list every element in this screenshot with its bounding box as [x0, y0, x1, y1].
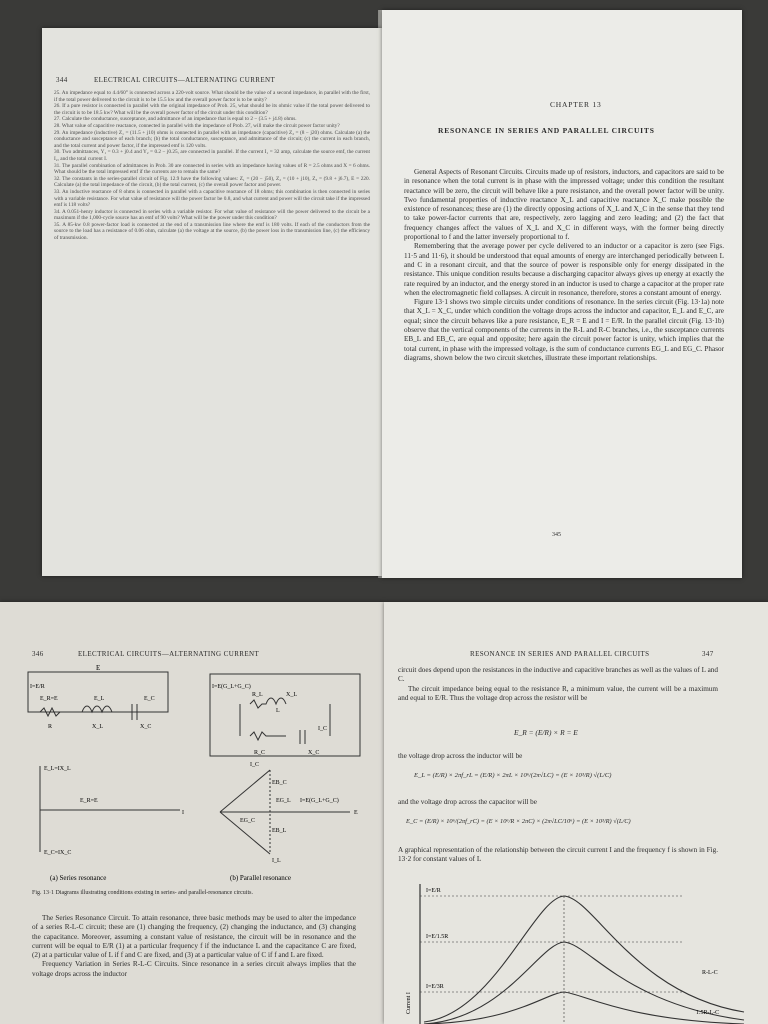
label-rl: R_L — [252, 692, 263, 698]
equation-er: E_R = (E/R) × R = E — [514, 728, 578, 737]
label-curve-rlc: R-L-C — [702, 970, 718, 976]
label-l: L — [276, 708, 280, 714]
paragraph-3: Figure 13·1 shows two simple circuits under conditions of resonance. In the series circuit (Fig. 13·1a) note that X_L = X_C, under which condition the voltage drops across the inductor and capacitor, E_L and E_C, are equal; since the circuit behaves like a pure resistance, E_R = E and I = E/R. In the parallel circuit (Fig. 13·1b) observe that the vertical components of the currents in the R-L and R-C branches, i.e., the susceptance currents EB_L and EB_C, are equal and opposite; here again the circuit power factor is unity, which implies that the total current, in phase with the impressed voltage, is the sum of conductance currents EG_L and EG_C. Phasor diagrams, shown below the two circuit sketches, illustrate these important relationships. — [404, 298, 724, 362]
problem-34: 34. A 0.051-henry inductor is connected in series with a variable resistor. For what value of resistance will the power delivered to the circuit be a maximum if the 1,000-cycle source has an emf of 90 volts? What will be the power under this condition? — [54, 208, 370, 222]
paragraph-continued: circuit does depend upon the resistances in the inductive and capacitive branches as well as the values of L and C. — [398, 666, 718, 684]
text-capacitor: and the voltage drop across the capacitor will be — [398, 798, 537, 806]
caption-series: (a) Series resonance — [50, 874, 107, 882]
label-ic: I_C — [318, 726, 327, 732]
problem-32: 32. The constants in the series-parallel circuit of Fig. 12.9 have the following values: Z₁ = (20 − j50), Z₂ = (10 + j10), Z₃ = (9.8 + j6.7), E = 220. Calculate (a) the total impedance of the circuit, (b) the total current, (c) the overall power factor and power. — [54, 175, 370, 189]
label-series-current: I=E/R — [30, 684, 45, 690]
page-347-intro — [398, 666, 718, 703]
page-347 — [384, 602, 768, 1024]
equation-el: E_L = (E/R) × 2πf_rL = (E/R) × 2πL × 10⁶/(2π√LC) = (E × 10³/R) √(L/C) — [414, 772, 612, 779]
page-345 — [382, 10, 742, 578]
label-el: E_L — [94, 696, 105, 702]
paragraph-graph: A graphical representation of the relationship between the circuit current I and the frequency f is shown in Fig. 13·2 for constant values of L — [398, 846, 718, 864]
label-xl-parallel: X_L — [286, 692, 297, 698]
page-346-body — [32, 914, 356, 979]
figure-13-1 — [0, 662, 384, 898]
problem-28: 28. What value of capacitive reactance, connected in parallel with the impedance of Prob. 27, will make the circuit power factor unity? — [54, 122, 340, 129]
problem-31: 31. The parallel combination of admittances in Prob. 30 are connected in series with an impedance having values of R = 2.5 ohms and X = 6 ohms. What should be the total impressed emf if the currents are to remain the same? — [54, 162, 370, 176]
page-344 — [42, 28, 382, 576]
label-ptotal: I=E(G_L+G_C) — [300, 798, 339, 804]
running-header: RESONANCE IN SERIES AND PARALLEL CIRCUITS — [470, 650, 650, 658]
chapter-number: CHAPTER 13 — [550, 100, 602, 109]
frequency-variation-paragraph: Frequency Variation in Series R-L-C Circuits. Since resonance in a series circuit always implies that the voltage drops across the inductor — [32, 960, 356, 978]
label-xc: X_C — [140, 724, 152, 730]
label-r: R — [48, 724, 53, 730]
problem-25: 25. An impedance equal to 4.4/60° is connected across a 220-volt source. What should be the value of a second impedance, in parallel with the first, if the total power delivered to the circuit is to be 15.5 kw and the overall power factor is to be unity? — [54, 90, 370, 103]
problem-35: 35. A 85-kw 0.8 power-factor load is connected at the end of a transmission line where the emf is 180 volts. If each of the conductors from the source to the load has a resistance of 0.06 ohm, calculate (a) the voltage at the source, (b) the power loss in the transmission line, (c) the efficiency of transmission. — [54, 221, 370, 242]
page-number: 347 — [702, 650, 714, 658]
problem-33: 33. An inductive reactance of 8 ohms is connected in parallel with a capacitive reactance of 18 ohms; this combination is then connected in series with a variable resistance. For what value of resistance will the power factor be 0.8, and what current and power will the circuit take if the impressed emf is 118 volts? — [54, 188, 370, 209]
chapter-body — [404, 168, 724, 363]
label-i-3r: I=E/3R — [426, 984, 444, 990]
label-ebl: EB_L — [272, 828, 287, 834]
figure-13-2 — [384, 874, 768, 1024]
problem-26: 26. If a pure resistor is connected in parallel with the original impedance of Prob. 25, what should be its ohmic value if the total power delivered to the circuit is to be 18.5 kw? What will be the overall power factor of the circuit under this condition? — [54, 103, 370, 116]
text-inductor: the voltage drop across the inductor will be — [398, 752, 523, 760]
page-number: 345 — [552, 532, 561, 538]
caption-parallel: (b) Parallel resonance — [230, 874, 292, 882]
label-y-axis: Current I — [406, 992, 412, 1014]
label-phasor-er: E_R=E — [80, 798, 98, 804]
series-resonance-paragraph: The Series Resonance Circuit. To attain resonance, three basic methods may be used to alter the impedance of a series R-L-C circuit; these are (1) changing the frequency, (2) changing the inductance, and (3) changing the capacitance. Moreover, assuming a constant value of resistance, the circuit will be in resonance and the current will be equal to E/R (1) at a particular frequency f if the inductance L and the capacitance C are fixed, (2) at a particular value of L if f and C are fixed, and (3) at a particular value of C if f and L are fixed. — [32, 914, 356, 960]
equation-ec: E_C = (E/R) × 10⁶/(2πf_rC) = (E × 10⁶/R × 2πC) × (2π√LC/10⁶) = (E × 10³/R) √(L/C) — [406, 818, 631, 825]
figure-caption: Fig. 13·1 Diagrams illustrating conditions existing in series- and parallel-resonance circuits. — [32, 890, 253, 896]
problem-27: 27. Calculate the conductance, susceptance, and admittance of an impedance that is equal to 2 − (3.5 + j4.8) ohms. — [54, 116, 297, 123]
label-phasor-el: E_L=IX_L — [44, 766, 71, 772]
label-curve-1-5rlc: 1.5R-L-C — [696, 1010, 720, 1016]
label-phasor-il: I_L — [272, 858, 281, 864]
page-number: 346 — [32, 650, 44, 658]
paragraph-1: General Aspects of Resonant Circuits. Circuits made up of resistors, inductors, and capacitors are said to be in resonance when the total current is in phase with the impressed voltage; under this condition the resultant reactance will be zero, the circuit will behave like a pure resistance, and the overall power factor will be unity. Two fundamental properties of inductive reactance X_L and capacitive reactance X_C make possible the existence of resonances; these are (1) the directly opposing actions of X_L and X_C in the sense that they tend to take power-factor currents that are, respectively, zero lagging and zero leading; and (2) the fact that frequency changes affect the values of X_L and X_C in different ways, with the former being directly proportional to f and the latter inversely proportional to f. — [404, 168, 724, 242]
label-parallel-current: I=E(G_L+G_C) — [212, 684, 251, 690]
problem-30: 30. Two admittances, Y₁ = 0.3 + j0.4 and Y₂ = 0.2 − j0.25, are connected in parallel. If the current I₁ = 32 amp, calculate the source emf, the current I₂, and the total current I. — [54, 149, 370, 162]
label-rc: R_C — [254, 750, 266, 756]
paragraph-2: Remembering that the average power per cycle delivered to an inductor or a capacitor is zero (see Figs. 11·5 and 11·6), it should be understood that equal amounts of energy are interchanged periodically between L and C in a resonant circuit, and that the source of power is responsible only for energy dissipated in the resistance. This unique condition results because a discharging capacitor always gives up energy at exactly the rate required by an inductor, and the energy stored in an inductor is used to charge a capacitor at the proper rate when the electromagnetic field collapses. A circuit in resonance, therefore, stores a constant amount of energy. — [404, 242, 724, 297]
label-source: E — [96, 664, 101, 672]
page-346 — [0, 602, 384, 1024]
problem-29: 29. An impedance (inductive) Z₁ = (11.5 + j10) ohms is connected in parallel with an impedance (capacitive) Z₂ = (8 − j20) ohms. Calculate (a) the conductance and susceptance of each branch; (b) the total conductance, susceptance, and admittance of the circuit; (c) the current in each branch, and the total current and power factor, if the impressed emf is 120 volts. — [54, 129, 370, 149]
label-pe: E — [354, 810, 358, 816]
label-phasor-ic: I_C — [250, 762, 259, 768]
label-egc: EG_C — [240, 818, 255, 824]
paragraph-impedance: The circuit impedance being equal to the resistance R, a minimum value, the current will be a maximum and equal to E/R. Thus the voltage drop across the resistor will be — [398, 684, 718, 702]
label-ec: E_C — [144, 696, 155, 702]
label-egl: EG_L — [276, 798, 291, 804]
label-xl: X_L — [92, 724, 103, 730]
chapter-title: RESONANCE IN SERIES AND PARALLEL CIRCUITS — [438, 126, 655, 135]
label-phasor-i: I — [182, 810, 184, 816]
label-xc-parallel: X_C — [308, 750, 320, 756]
label-i-1-5r: I=E/1.5R — [426, 934, 449, 940]
label-imax: I=E/R — [426, 888, 441, 894]
label-phasor-ec: E_C=IX_C — [44, 850, 72, 856]
running-header: ELECTRICAL CIRCUITS—ALTERNATING CURRENT — [94, 76, 276, 84]
problem-list — [54, 90, 370, 242]
label-er: E_R=E — [40, 696, 58, 702]
label-ebc: EB_C — [272, 780, 287, 786]
page-number: 344 — [56, 76, 68, 84]
running-header: ELECTRICAL CIRCUITS—ALTERNATING CURRENT — [78, 650, 260, 658]
